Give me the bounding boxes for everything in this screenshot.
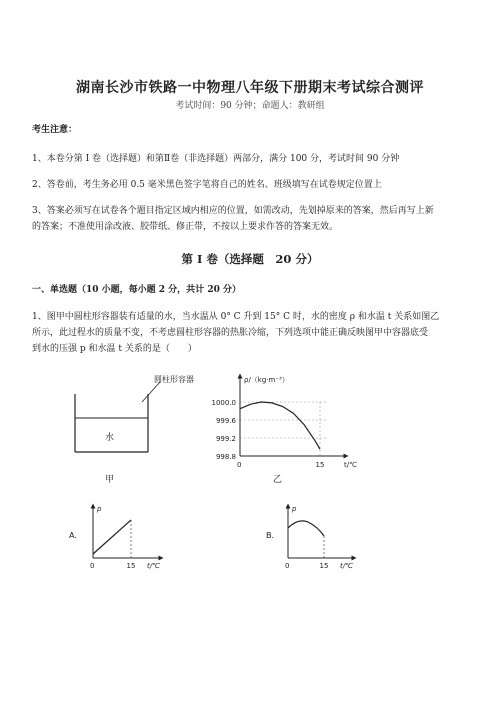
option-a-origin-label: 0	[90, 562, 95, 570]
density-chart-y-tick-0: 1000.0	[211, 399, 236, 407]
density-curve	[240, 402, 320, 449]
option-a-x-tick: 15	[126, 562, 136, 570]
option-b-curve	[288, 521, 324, 536]
option-a-y-label: p	[97, 505, 102, 513]
section-title: 第 I 卷（选择题 20 分）	[181, 252, 319, 266]
option-b-y-label: p	[292, 505, 297, 513]
density-chart	[200, 368, 370, 490]
option-b-x-label: t/℃	[340, 562, 353, 570]
option-a-x-label: t/℃	[147, 562, 160, 570]
notice-item-2: 2、答卷前，考生务必用 0.5 毫米黑色签字笔将自己的姓名、班级填写在试卷规定位置上	[32, 180, 382, 190]
density-chart-y-tick-3: 998.8	[215, 453, 236, 461]
option-a-label: A.	[69, 531, 77, 540]
container-outline	[75, 394, 148, 452]
figure-yi-caption: 乙	[273, 475, 283, 485]
option-b-x-tick: 15	[319, 562, 329, 570]
density-chart-origin-label: 0	[237, 461, 242, 469]
density-chart-x-tick-15: 15	[315, 461, 325, 469]
part-heading: 一、单选题（10 小题，每小题 2 分，共计 20 分）	[32, 285, 241, 295]
option-b-origin-label: 0	[285, 562, 290, 570]
notice-item-1: 1、本卷分第 I 卷（选择题）和第Ⅱ卷（非选择题）两部分，满分 100 分，考试时间 90 分钟	[32, 154, 400, 164]
notice-item-3-line-2: 的答案；不准使用涂改液、胶带纸、修正带，不按以上要求作答的答案无效。	[32, 222, 339, 232]
option-a-graph	[65, 500, 175, 575]
water-label: 水	[105, 433, 115, 443]
density-chart-x-label: t/℃	[344, 461, 357, 469]
exam-title: 湖南长沙市铁路一中物理八年级下册期末考试综合测评	[76, 80, 424, 96]
option-a-curve	[93, 520, 131, 554]
density-chart-y-label: ρ/（kg·m⁻³）	[244, 376, 289, 384]
question-1-line-3: 到水的压强 p 和水温 t 关系的是（ ）	[32, 344, 197, 354]
density-chart-grid	[240, 402, 326, 456]
question-1-line-2: 所示，此过程水的质量不变，不考虑圆柱形容器的热胀冷缩，下列选项中能正确反映图甲中容器底受	[32, 328, 429, 338]
question-1-line-1: 1、图甲中圆柱形容器装有适量的水，当水温从 0° C 升到 15° C 时，水的密度 ρ 和水温 t 关系如图乙	[32, 312, 440, 322]
option-b-label: B.	[266, 531, 275, 540]
figure-jia	[60, 372, 220, 490]
container-label-leader	[142, 382, 160, 402]
exam-subtitle: 考试时间：90 分钟；命题人：教研组	[175, 101, 325, 111]
option-b-graph	[262, 500, 372, 575]
density-chart-y-tick-1: 999.6	[215, 417, 236, 425]
container-label: 圆柱形容器	[154, 375, 194, 384]
figure-jia-caption: 甲	[105, 475, 115, 485]
notice-heading: 考生注意：	[32, 125, 78, 135]
notice-item-3-line-1: 3、答案必须写在试卷各个题目指定区域内相应的位置，如需改动，先划掉原来的答案，然后再写上新	[32, 206, 434, 216]
density-chart-y-tick-2: 999.2	[215, 435, 236, 443]
